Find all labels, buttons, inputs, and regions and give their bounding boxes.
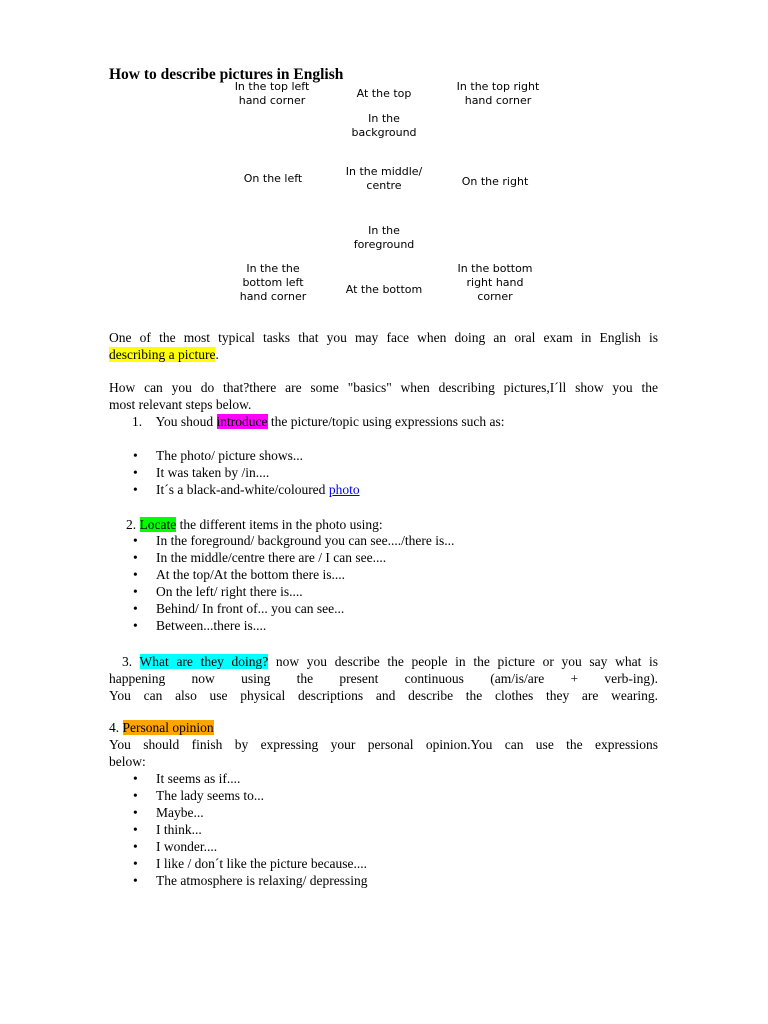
- highlight-locate: Locate: [139, 517, 177, 532]
- list-item-text: It´s a black-and-white/coloured: [156, 482, 329, 497]
- list-item: • The atmosphere is relaxing/ depressing: [109, 872, 367, 889]
- step-3-line-2: happening now using the present continuous (am/is/are + verb-ing).: [109, 671, 658, 686]
- label-bottom-right: In the bottom right hand corner: [457, 262, 533, 303]
- step-1-post: the picture/topic using expressions such as:: [267, 414, 505, 429]
- step-1-pre: You shoud: [155, 414, 217, 429]
- label-left: On the left: [243, 172, 303, 185]
- how-line-2: most relevant steps below.: [109, 397, 252, 412]
- step-2-heading: [126, 516, 383, 533]
- highlight-personal-opinion: Personal opinion: [122, 720, 214, 735]
- step-3-number: 3.: [122, 654, 133, 669]
- list-item: • The lady seems to...: [109, 787, 367, 804]
- document-title: How to describe pictures in English: [109, 66, 344, 83]
- highlight-introduce: introduce: [216, 414, 268, 429]
- list-item: • It seems as if....: [109, 770, 367, 787]
- step-1-number: 1.: [132, 414, 143, 429]
- label-bottom-left: In the the bottom left hand corner: [239, 262, 307, 303]
- label-background: In the background: [351, 112, 417, 139]
- step-1-heading: [132, 413, 504, 430]
- list-item: • Maybe...: [109, 804, 367, 821]
- list-item: • It was taken by /in....: [109, 464, 360, 481]
- label-top: At the top: [356, 87, 412, 100]
- photo-link[interactable]: photo: [328, 482, 360, 497]
- how-paragraph: [109, 379, 658, 413]
- highlight-describing-picture: describing a picture: [109, 347, 216, 362]
- step-2-list: [109, 532, 454, 634]
- list-item: • In the middle/centre there are / I can see....: [109, 549, 454, 566]
- intro-line-1: One of the most typical tasks that you may face when doing an oral exam in English is: [109, 330, 658, 345]
- step-4-list: [109, 770, 367, 889]
- step-4-paragraph: [109, 719, 658, 770]
- step-4-line-2: below:: [109, 754, 146, 769]
- label-bottom: At the bottom: [345, 283, 423, 296]
- how-line-1: How can you do that?there are some "basics" when describing pictures,I´ll show you the: [109, 380, 658, 395]
- step-1-list: [109, 447, 360, 498]
- list-item: • I like / don´t like the picture because....: [109, 855, 367, 872]
- label-right: On the right: [461, 175, 529, 188]
- label-middle: In the middle/ centre: [345, 165, 423, 192]
- list-item: • Behind/ In front of... you can see...: [109, 600, 454, 617]
- highlight-what-doing: What are they doing?: [139, 654, 269, 669]
- step-4-number: 4.: [109, 720, 120, 735]
- intro-period: .: [215, 347, 219, 362]
- step-3-paragraph: [109, 653, 658, 704]
- list-item: • Between...there is....: [109, 617, 454, 634]
- list-item: • On the left/ right there is....: [109, 583, 454, 600]
- list-item: • At the top/At the bottom there is....: [109, 566, 454, 583]
- step-2-number: 2.: [126, 517, 137, 532]
- intro-paragraph: [109, 329, 658, 363]
- list-item: • In the foreground/ background you can see..../there is...: [109, 532, 454, 549]
- step-4-line-1: You should finish by expressing your personal opinion.You can use the expressions: [109, 737, 658, 752]
- list-item: • I think...: [109, 821, 367, 838]
- step-4-heading: [109, 719, 658, 736]
- step-3-line-3: You can also use physical descriptions and describe the clothes they are wearing.: [109, 688, 658, 703]
- list-item: • I wonder....: [109, 838, 367, 855]
- list-item: [109, 481, 360, 498]
- label-top-left: In the top left hand corner: [234, 80, 310, 107]
- list-item: • The photo/ picture shows...: [109, 447, 360, 464]
- step-3-text: now you describe the people in the picture or you say what is: [268, 654, 658, 669]
- label-foreground: In the foreground: [353, 224, 415, 251]
- step-3-line-1: [109, 653, 658, 670]
- label-top-right: In the top right hand corner: [456, 80, 540, 107]
- step-2-post: the different items in the photo using:: [176, 517, 383, 532]
